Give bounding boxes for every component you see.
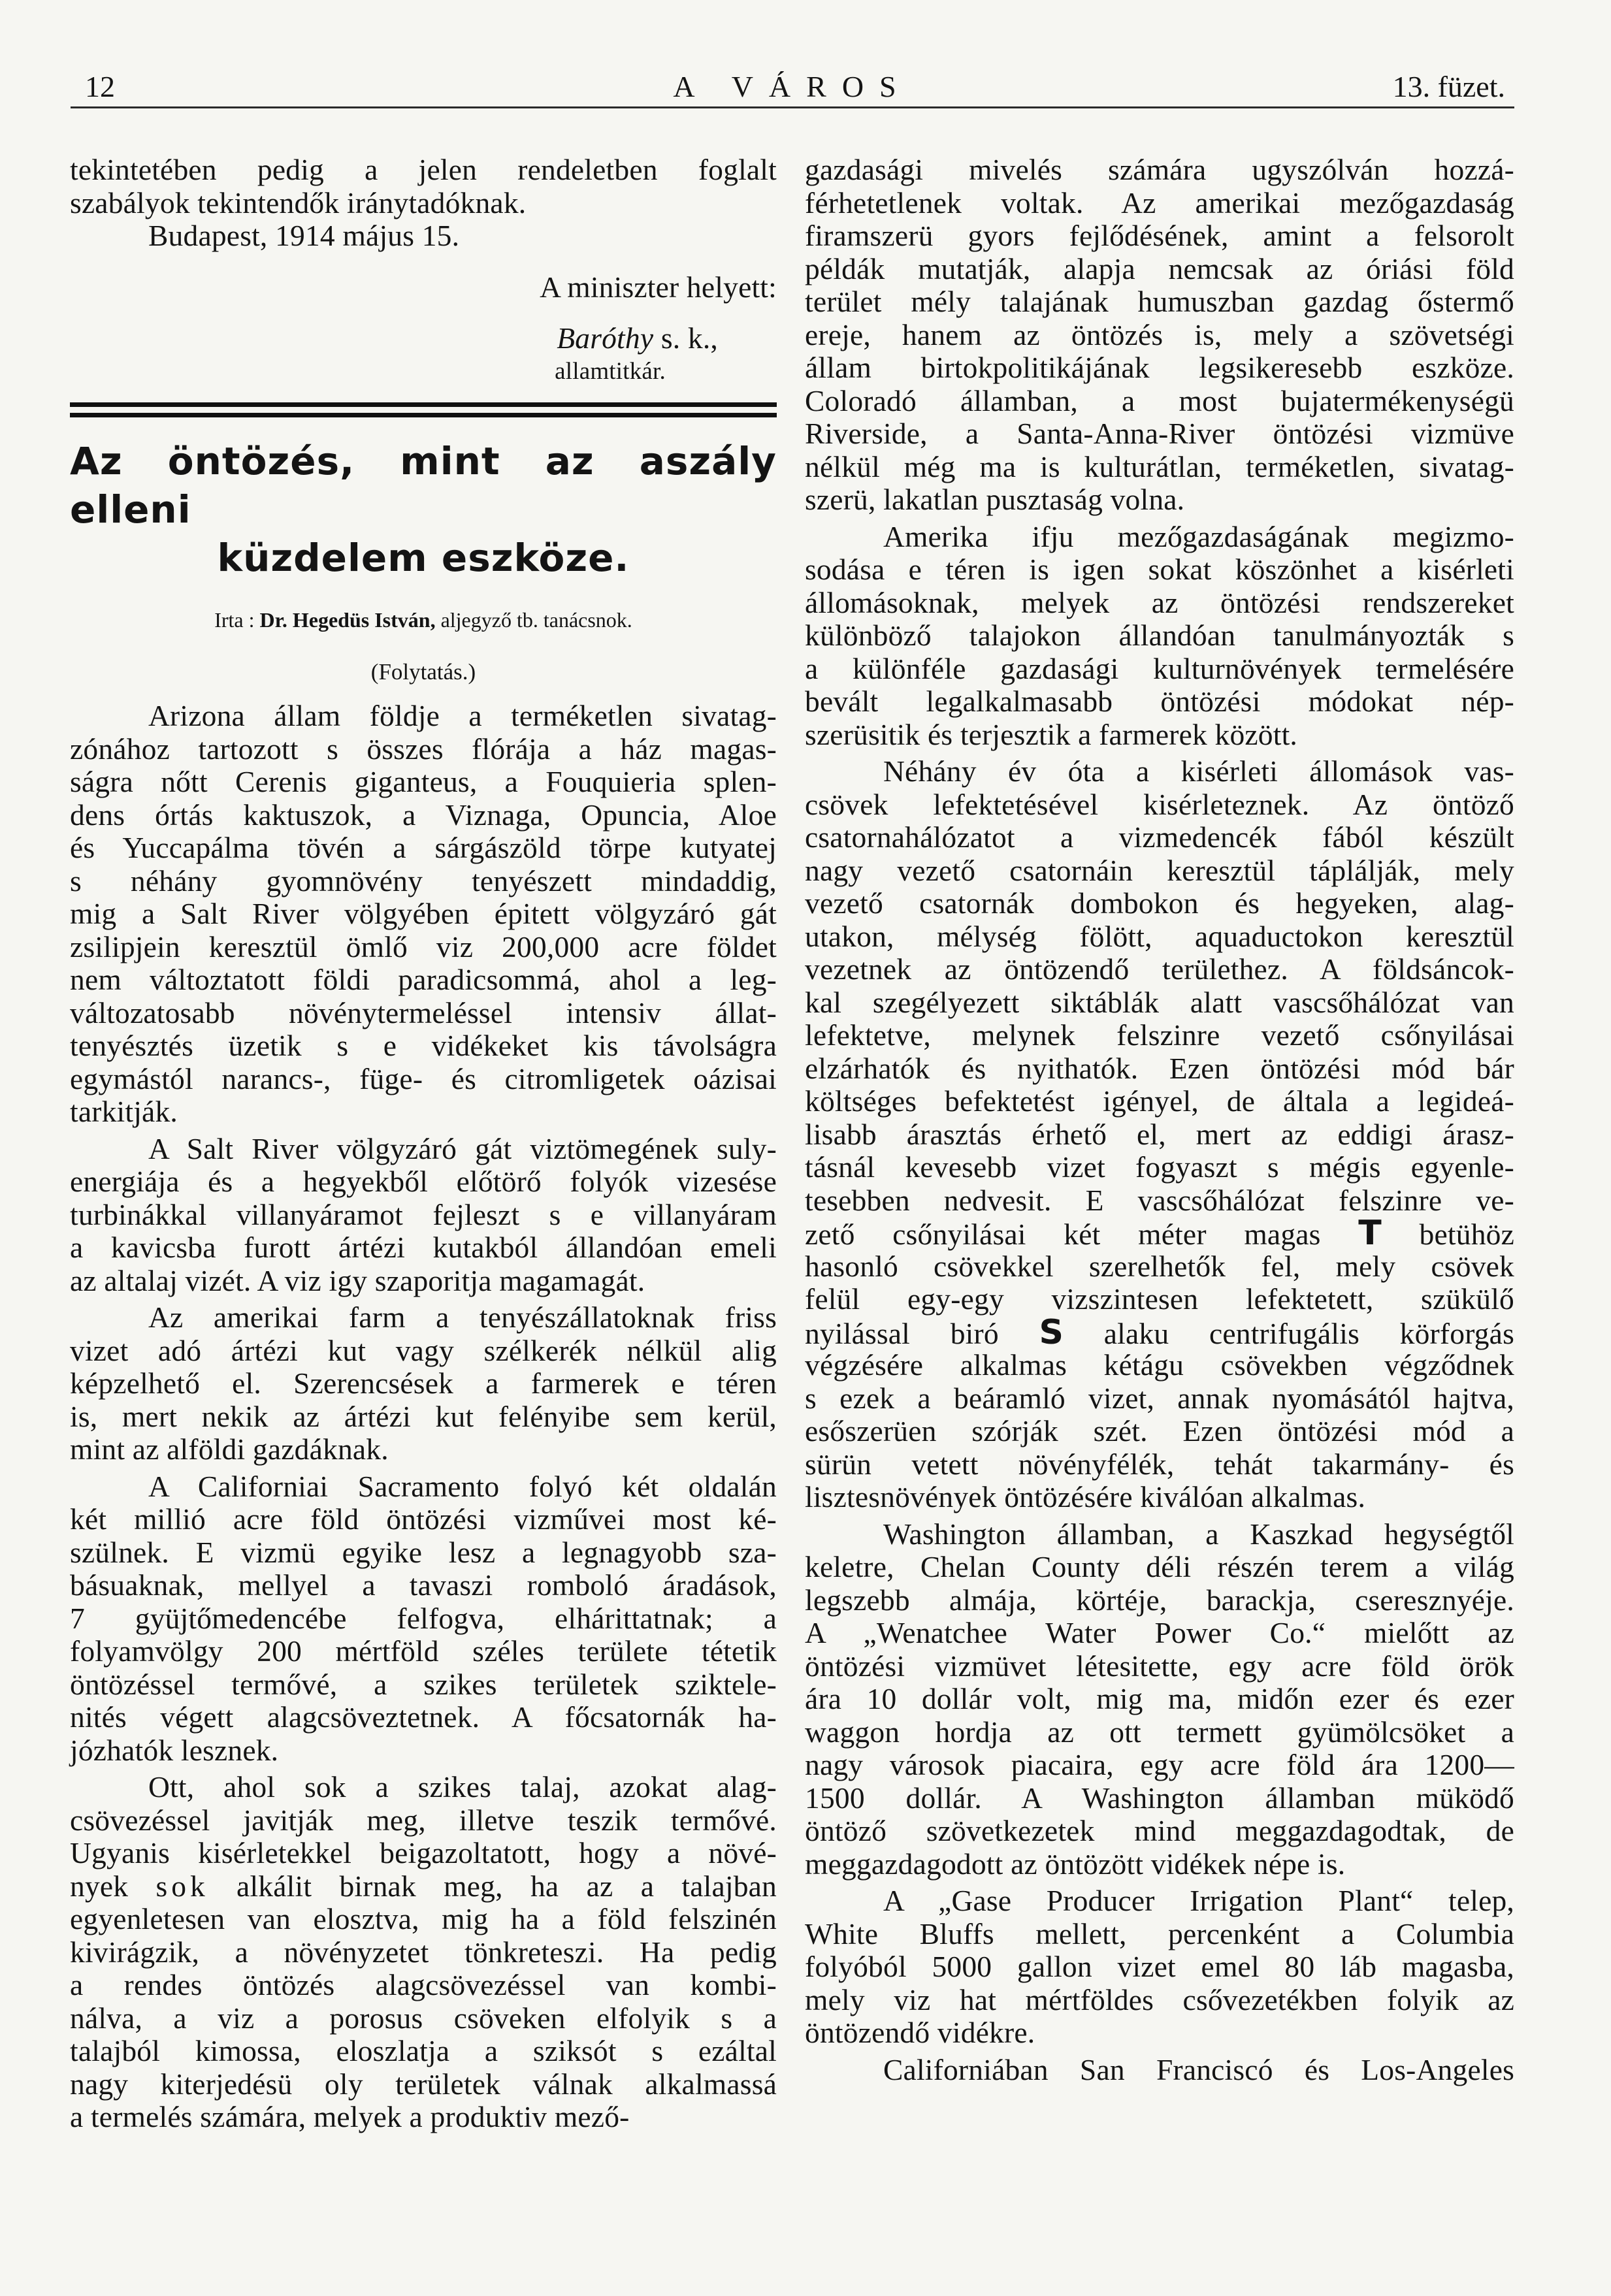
header-rule xyxy=(71,106,1514,108)
text-line: férhetetlenek voltak. Az amerikai mezőgazdaság xyxy=(805,186,1514,219)
text-line: példák mutatják, alapja nemcsak az óriási föld xyxy=(805,251,1514,285)
text-line: öntözéssel termővé, a szikes területek sziktele- xyxy=(70,1667,777,1701)
text-line: vezető csatornák dombokon és hegyeken, alag- xyxy=(805,886,1514,920)
text-line: mig a Salt River völgyében épitett völgyzáró gát xyxy=(70,897,777,930)
issue-number: 13. füzet. xyxy=(1392,70,1505,103)
text-line: nyilással biró S alaku centrifugális körforgás xyxy=(805,1312,1514,1352)
text-line: is, mert nekik az ártézi kut felényibe sem kerül, xyxy=(70,1399,777,1433)
text-line: állam birtokpolitikájának legsikeresebb eszköze. xyxy=(805,351,1514,384)
text-line: tenyésztés üzetik s e vidékeket kis távolságra xyxy=(70,1029,777,1062)
text-line: folyóból 5000 gallon vizet emel 80 láb magasba, xyxy=(805,1950,1514,1983)
text-line: a különféle gazdasági kulturnövények termelésére xyxy=(805,651,1514,685)
text-line: ereje, hanem az öntözés is, mely a szövetségi xyxy=(805,317,1514,351)
text-line: tekintetében pedig a jelen rendeletben foglalt xyxy=(70,153,777,186)
text-line: nem változtatott földi paradicsommá, ahol a leg- xyxy=(70,963,777,996)
text-line: csövezéssel javitják meg, illetve teszik termővé. xyxy=(70,1803,777,1837)
decree-ending xyxy=(70,154,777,388)
text-line: Coloradó államban, a most bujatermékenységü xyxy=(805,383,1514,417)
text-line: szerü, lakatlan pusztaság volna. xyxy=(805,483,1185,516)
text-line: utakon, mélység fölött, aquaductokon keresztül xyxy=(805,919,1514,953)
emphasized-word: sok xyxy=(155,1869,209,1903)
text-line: költséges befektetést igényel, de általa a legideá- xyxy=(805,1084,1514,1118)
text-line: állomásoknak, melyek az öntözési rendszereket xyxy=(805,585,1514,619)
text-line: csövek lefektetésével kisérleteznek. Az öntöző xyxy=(805,787,1514,821)
text-line: firamszerü gyors fejlődésének, amint a felsorolt xyxy=(805,219,1514,252)
text-line: básuaknak, mellyel a tavaszi romboló áradások, xyxy=(70,1568,777,1602)
text-line: szülnek. E vizmü egyike lesz a legnagyobb sza- xyxy=(70,1535,777,1569)
text-line: csatornahálózatot a vizmedencék fából készült xyxy=(805,820,1514,854)
periodical-masthead: A VÁROS xyxy=(673,70,912,103)
author-name: Dr. Hegedüs István, xyxy=(259,608,436,632)
article-title-line: Az öntözés, mint az aszály elleni xyxy=(70,439,777,532)
text-line: és Yuccapálma tövén a sárgászöld törpe kutyatej xyxy=(70,831,777,864)
text-line: nités végett alagcsöveztetnek. A főcsatornák ha- xyxy=(70,1700,777,1734)
text-line: kivirágzik, a növényzetet tönkreteszi. Ha pedig xyxy=(70,1935,777,1969)
continuation-note: (Folytatás.) xyxy=(370,659,476,685)
text-line: Riverside, a Santa-Anna-River öntözési vizmüve xyxy=(805,417,1514,450)
right-column xyxy=(805,154,1514,2086)
paragraph xyxy=(805,154,1514,517)
paragraph xyxy=(70,1133,777,1298)
text-line: két millió acre föld öntözési vizművei most ké- xyxy=(70,1502,777,1536)
text-line: az altalaj vizét. A viz igy szaporitja magamagát. xyxy=(70,1263,645,1297)
text-line: nálva, a viz a porosus csöveken elfolyik s a xyxy=(70,2001,777,2035)
text-line: vezetnek az öntözendő területhez. A földsáncok- xyxy=(805,952,1514,986)
text-line: Californiában San Franciscó és Los-Angeles xyxy=(883,2052,1514,2086)
text-line: gazdasági mivelés számára ugyszólván hozzá- xyxy=(805,153,1514,186)
text-line: mely viz hat mértföldes csővezetékben folyik az xyxy=(805,1982,1514,2016)
text-line: nagy vezető csatornáin keresztül táplálják, mely xyxy=(805,853,1514,887)
text-line: egymástól narancs-, füge- és citromligetek oázisai xyxy=(70,1061,777,1095)
text-line: különböző talajokon állandóan tanulmányozták s xyxy=(805,619,1514,652)
text-line: Arizona állam földje a terméketlen sivatag- xyxy=(148,699,777,732)
paragraph xyxy=(805,2054,1514,2087)
text-line: White Bluffs mellett, percenként a Columbia xyxy=(805,1916,1514,1950)
letter-shape-symbol: S xyxy=(1039,1312,1064,1352)
text-line: lisabb árasztás érhető el, mert az eddigi árasz- xyxy=(805,1117,1514,1151)
text-line: sodása e téren is igen sokat köszönhet a kisérleti xyxy=(805,553,1514,586)
text-line: nyek sok alkálit birnak meg, ha az a talajban xyxy=(70,1869,777,1903)
article-byline xyxy=(70,607,777,633)
text-line: turbinákkal villanyáramot fejleszt s e villanyáram xyxy=(70,1197,777,1231)
signer-name: Baróthy xyxy=(557,321,654,355)
text-line: keletre, Chelan County déli részén terem a világ xyxy=(805,1550,1514,1583)
text-line: a termelés számára, melyek a produktiv mező- xyxy=(70,2100,630,2133)
text-line: A Californiai Sacramento folyó két oldalán xyxy=(148,1469,777,1503)
decree-date: Budapest, 1914 május 15. xyxy=(148,219,460,252)
text-line: bevált legalkalmasabb öntözési módokat nép- xyxy=(805,685,1514,718)
author-role: aljegyző tb. tanácsnok. xyxy=(440,608,632,632)
text-line: elzárhatók és nyithatók. Ezen öntözési mód bár xyxy=(805,1051,1514,1085)
text-line: meggazdagodott az öntözött vidékek népe is. xyxy=(805,1847,1346,1881)
page-number: 12 xyxy=(85,70,115,103)
paragraph xyxy=(70,1470,777,1768)
text-line: Amerika ifju mezőgazdaságának megizmo- xyxy=(883,519,1514,553)
text-line: szerüsitik és terjesztik a farmerek között. xyxy=(805,717,1297,751)
text-line: szabályok tekintendők iránytadóknak. xyxy=(70,186,527,219)
text-line: A „Wenatchee Water Power Co.“ mielőtt az xyxy=(805,1616,1514,1649)
text-line: Ott, ahol sok a szikes talaj, azokat alag- xyxy=(148,1770,777,1803)
text-line: tásnál kevesebb vizet fogyaszt s mégis egyenle- xyxy=(805,1150,1514,1184)
running-header xyxy=(71,65,1514,111)
letter-shape-symbol: T xyxy=(1358,1214,1382,1253)
text-line: s ezek a beáramló vizet, annak nyomásától hajtva, xyxy=(805,1381,1514,1415)
paragraph xyxy=(805,755,1514,1514)
text-line: A Salt River völgyzáró gát viztömegének suly- xyxy=(148,1131,777,1165)
text-line: kal szegélyezett siktáblák alatt vascsőhálózat van xyxy=(805,985,1514,1019)
text-line: a rendes öntözés alagcsövezéssel van kombi- xyxy=(70,1968,777,2001)
text-line: öntöző szövetkezetek mind meggazdagodtak, de xyxy=(805,1814,1514,1847)
signature-line xyxy=(70,322,777,355)
text-line: 7 gyüjtőmedencébe felfogva, elhárittatnak; a xyxy=(70,1601,777,1635)
text-line: nagy városok piacaira, egy acre föld ára 1200— xyxy=(805,1748,1514,1781)
text-line: egyenletesen van elosztva, mig ha a föld felszinén xyxy=(70,1902,777,1935)
signer-suffix: s. k., xyxy=(660,321,718,355)
text-line: talajból kimossa, eloszlatja a sziksót s ezáltal xyxy=(70,2034,777,2067)
signer-title: allamtitkár. xyxy=(555,357,666,385)
text-line: tesebben nedvesit. E vascsőhálózat felszinre ve- xyxy=(805,1183,1514,1217)
text-line: öntözési vizmüvet létesitette, egy acre föld örök xyxy=(805,1649,1514,1683)
section-divider xyxy=(70,402,777,417)
text-line: zónához tartozott s összes flórája a ház magas- xyxy=(70,732,777,766)
text-line: változatosabb növénytermeléssel intensiv állat- xyxy=(70,995,777,1029)
text-line: dens órtás kaktuszok, a Viznaga, Opuncia, Aloe xyxy=(70,798,777,832)
text-line: nélkül még ma is kulturátlan, terméketlen, sivatag- xyxy=(805,449,1514,483)
article-body-right xyxy=(805,154,1514,2086)
text-line: Washington államban, a Kaszkad hegységtől xyxy=(883,1517,1514,1551)
text-line: 1500 dollár. A Washington államban müködő xyxy=(805,1781,1514,1815)
text-line: felül egy-egy vizszintesen lefektetett, szükülő xyxy=(805,1282,1514,1316)
text-line: esőszerüen szórják szét. Ezen öntözési mód a xyxy=(805,1414,1514,1447)
text-line: a kavicsba furott ártézi kutakból állandóan emeli xyxy=(70,1231,777,1264)
article-title-line: küzdelem eszköze. xyxy=(217,536,630,580)
text-line: józhatók lesznek. xyxy=(70,1733,279,1767)
text-line: zsilipjein keresztül ömlő viz 200,000 acre földet xyxy=(70,930,777,963)
text-line: Ugyanis kisérletekkel beigazoltatott, hogy a növé- xyxy=(70,1836,777,1869)
text-line: zető csőnyilásai két méter magas T betühöz xyxy=(805,1214,1514,1253)
text-line: sürün vetett növényfélék, tehát takarmány- és xyxy=(805,1447,1514,1481)
text-line: waggon hordja az ott termett gyümölcsöket a xyxy=(805,1715,1514,1749)
text-line: legszebb almája, körtéje, barackja, cseresznyéje. xyxy=(805,1583,1514,1617)
text-line: Néhány év óta a kisérleti állomások vas- xyxy=(883,754,1514,788)
paragraph xyxy=(70,1301,777,1466)
text-line: energiája és a hegyekből előtörő folyók vizesése xyxy=(70,1165,777,1198)
text-line: A „Gase Producer Irrigation Plant“ telep, xyxy=(883,1884,1514,1917)
paragraph xyxy=(805,1884,1514,2050)
paragraph xyxy=(70,1771,777,2134)
text-line: vizet adó ártézi kut vagy szélkerék nélkül alig xyxy=(70,1333,777,1367)
paragraph xyxy=(805,521,1514,752)
text-line: nagy kiterjedésü oly területek válnak alkalmassá xyxy=(70,2067,777,2101)
left-column xyxy=(70,154,777,2134)
text-line: ságra nőtt Cerenis giganteus, a Fouquieria splen- xyxy=(70,765,777,798)
text-line: hasonló csövekkel szerelhetők fel, mely csövek xyxy=(805,1249,1514,1283)
text-line: öntözendő vidékre. xyxy=(805,2016,1035,2049)
text-line: folyamvölgy 200 mértföld széles területe tétetik xyxy=(70,1634,777,1668)
text-line: lefektetve, melynek felszinre vezető csőnyilásai xyxy=(805,1018,1514,1052)
text-line: lisztesnövények öntözésére kiválóan alkalmas. xyxy=(805,1480,1366,1513)
article-body-left xyxy=(70,700,777,2134)
text-line: terület mély talajának humuszban gazdag őstermő xyxy=(805,285,1514,318)
text-line: ára 10 dollár volt, mig ma, midőn ezer és ezer xyxy=(805,1682,1514,1715)
paragraph xyxy=(805,1518,1514,1881)
text-line: végzésére alkalmas kétágu csövekben végződnek xyxy=(805,1348,1514,1382)
text-line: képzelhető el. Szerencsések a farmerek e téren xyxy=(70,1366,777,1400)
text-line: s néhány gyomnövény tenyészett mindaddig, xyxy=(70,864,777,897)
signature-intro: A miniszter helyett: xyxy=(540,270,777,304)
text-line: Az amerikai farm a tenyészállatoknak friss xyxy=(148,1301,777,1334)
text-line: mint az alföldi gazdáknak. xyxy=(70,1432,389,1466)
paragraph xyxy=(70,700,777,1129)
article-title xyxy=(70,437,777,582)
byline-prefix: Irta : xyxy=(214,608,255,632)
text-line: tarkitják. xyxy=(70,1095,178,1128)
